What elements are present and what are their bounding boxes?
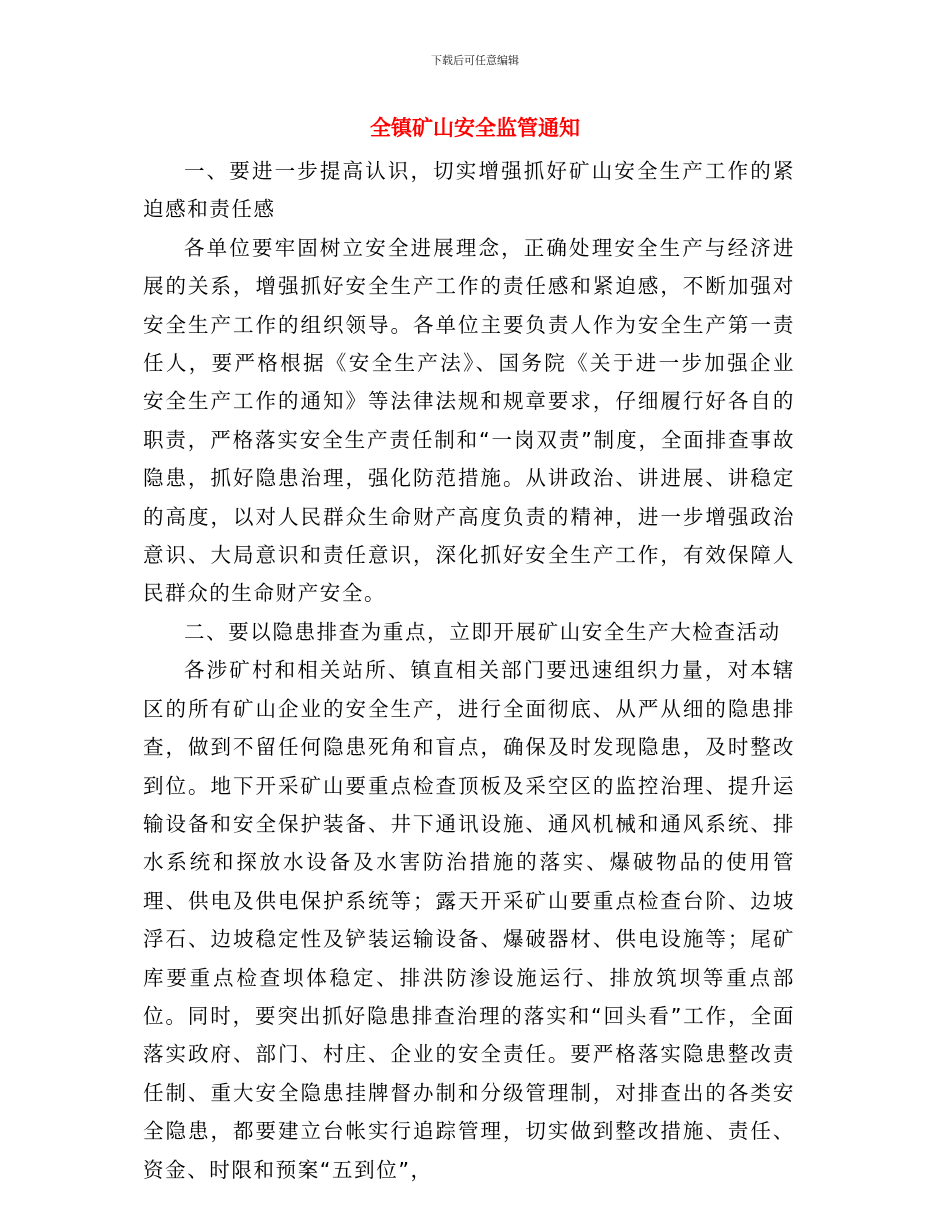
body-paragraph-1: 各单位要牢固树立安全进展理念，正确处理安全生产与经济进展的关系，增强抓好安全生产工作的责任感和紧迫感，不断加强对安全生产工作的组织领导。各单位主要负责人作为安全生产第一责任人，要严格根据《安全生产法》、国务院《关于进一步加强企业安全生产工作的通知》等法律法规和规章要求，仔细履行好各自的职责，严格落实安全生产责任制和“一岗双责”制度，全面排查事故隐患，抓好隐患治理，强化防范措施。从讲政治、讲进展、讲稳定的高度，以对人民群众生命财产高度负责的精神，进一步增强政治意识、大局意识和责任意识，深化抓好安全生产工作，有效保障人民群众的生命财产安全。 [143,235,795,606]
section-heading-2: 二、要以隐患排查为重点，立即开展矿山安全生产大检查活动 [184,619,781,644]
body-paragraph-2: 各涉矿村和相关站所、镇直相关部门要迅速组织力量，对本辖区的所有矿山企业的安全生产，进行全面彻底、从严从细的隐患排查，做到不留任何隐患死角和盲点，确保及时发现隐患，及时整改到位。地下开采矿山要重点检查顶板及采空区的监控治理、提升运输设备和安全保护装备、井下通讯设施、通风机械和通风系统、排水系统和探放水设备及水害防治措施的落实、爆破物品的使用管理、供电及供电保护系统等；露天开采矿山要重点检查台阶、边坡浮石、边坡稳定性及铲装运输设备、爆破器材、供电设施等；尾矿库要重点检查坝体稳定、排洪防渗设施运行、排放筑坝等重点部位。同时，要突出抓好隐患排查治理的落实和“回头看”工作，全面落实政府、部门、村庄、企业的安全责任。要严格落实隐患整改责任制、重大安全隐患挂牌督办制和分级管理制，对排查出的各类安全隐患，都要建立台帐实行追踪管理，切实做到整改措施、责任、资金、时限和预案“五到位”， [143,658,795,1182]
document-title: 全镇矿山安全监管通知 [370,116,580,140]
section-heading-1: 一、要进一步提高认识，切实增强抓好矿山安全生产工作的紧迫感和责任感 [143,159,795,222]
document-body [143,152,795,1189]
page-header-note: 下载后可任意编辑 [431,54,519,67]
